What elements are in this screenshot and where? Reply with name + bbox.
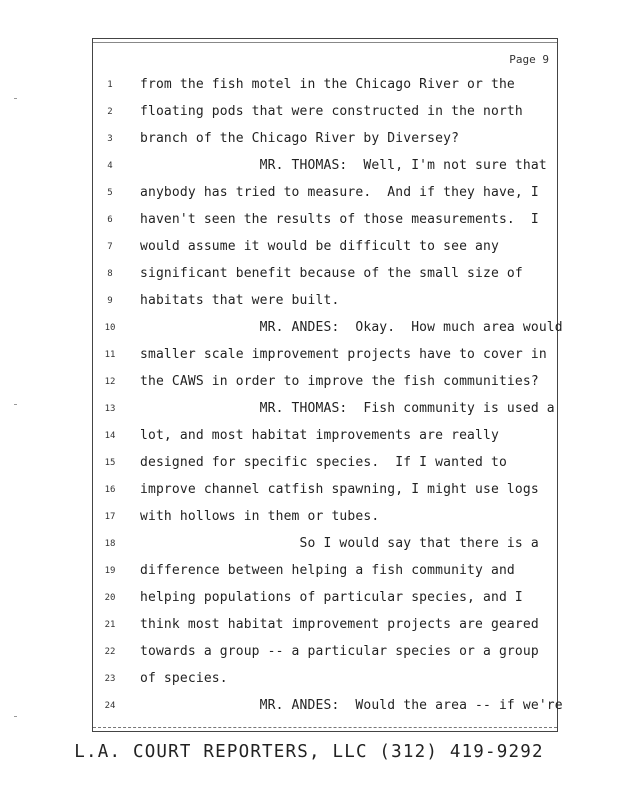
scan-speck xyxy=(14,716,17,717)
line-text: branch of the Chicago River by Diversey? xyxy=(140,131,460,146)
line-number: 6 xyxy=(107,215,113,225)
line-text: MR. ANDES: Okay. How much area would xyxy=(140,320,563,335)
line-text: lot, and most habitat improvements are really xyxy=(140,428,499,443)
transcript-line xyxy=(93,482,553,502)
line-number: 23 xyxy=(104,674,116,684)
line-number: 11 xyxy=(104,350,116,360)
line-text: smaller scale improvement projects have to cover in xyxy=(140,347,547,362)
line-number: 3 xyxy=(107,134,113,144)
top-rule xyxy=(93,42,557,43)
transcript-line xyxy=(93,347,553,367)
line-text: designed for specific species. If I wanted to xyxy=(140,455,507,470)
line-text: think most habitat improvement projects are geared xyxy=(140,617,539,632)
line-number: 9 xyxy=(107,296,113,306)
line-number: 22 xyxy=(104,647,116,657)
line-number: 24 xyxy=(104,701,116,711)
transcript-line xyxy=(93,239,553,259)
transcript-line xyxy=(93,293,553,313)
line-text: the CAWS in order to improve the fish communities? xyxy=(140,374,539,389)
line-number: 7 xyxy=(107,242,113,252)
transcript-line xyxy=(93,671,553,691)
line-text: would assume it would be difficult to see any xyxy=(140,239,499,254)
transcript-line xyxy=(93,401,553,421)
transcript-line xyxy=(93,698,563,718)
line-text: towards a group -- a particular species or a group xyxy=(140,644,539,659)
line-text: MR. ANDES: Would the area -- if we're xyxy=(140,698,563,713)
scan-speck xyxy=(14,98,17,99)
page-number: Page 9 xyxy=(509,53,549,66)
line-number: 18 xyxy=(104,539,116,549)
transcript-page xyxy=(92,38,563,732)
reporter-footer: L.A. COURT REPORTERS, LLC (312) 419-9292 xyxy=(74,742,544,762)
transcript-line xyxy=(93,428,553,448)
line-number: 15 xyxy=(104,458,116,468)
line-text: So I would say that there is a xyxy=(140,536,539,551)
transcript-line xyxy=(93,185,553,205)
scan-speck xyxy=(14,404,17,405)
line-text: anybody has tried to measure. And if they have, I xyxy=(140,185,539,200)
line-number: 5 xyxy=(107,188,113,198)
transcript-line xyxy=(93,104,553,124)
line-text: with hollows in them or tubes. xyxy=(140,509,380,524)
line-text: difference between helping a fish community and xyxy=(140,563,515,578)
line-number: 16 xyxy=(104,485,116,495)
line-number: 2 xyxy=(107,107,113,117)
line-number: 12 xyxy=(104,377,116,387)
line-text: significant benefit because of the small size of xyxy=(140,266,523,281)
line-text: MR. THOMAS: Well, I'm not sure that xyxy=(140,158,547,173)
line-number: 21 xyxy=(104,620,116,630)
line-text: of species. xyxy=(140,671,228,686)
transcript-line xyxy=(93,590,553,610)
line-number: 14 xyxy=(104,431,116,441)
transcript-line xyxy=(93,158,553,178)
line-text: haven't seen the results of those measurements. I xyxy=(140,212,539,227)
line-number: 17 xyxy=(104,512,116,522)
transcript-line xyxy=(93,77,553,97)
line-text: habitats that were built. xyxy=(140,293,340,308)
bottom-rule xyxy=(93,727,557,728)
transcript-line xyxy=(93,212,553,232)
transcript-line xyxy=(93,563,553,583)
line-text: MR. THOMAS: Fish community is used a xyxy=(140,401,555,416)
line-number: 19 xyxy=(104,566,116,576)
transcript-line xyxy=(93,455,553,475)
line-number: 8 xyxy=(107,269,113,279)
transcript-line xyxy=(93,617,553,637)
line-number: 13 xyxy=(104,404,116,414)
line-number: 20 xyxy=(104,593,116,603)
transcript-line xyxy=(93,320,563,340)
line-text: improve channel catfish spawning, I might use logs xyxy=(140,482,539,497)
transcript-line xyxy=(93,374,553,394)
transcript-line xyxy=(93,266,553,286)
transcript-line xyxy=(93,536,553,556)
line-text: from the fish motel in the Chicago River or the xyxy=(140,77,515,92)
transcript-line xyxy=(93,644,553,664)
line-number: 4 xyxy=(107,161,113,171)
transcript-line xyxy=(93,131,553,151)
line-number: 10 xyxy=(104,323,116,333)
line-text: floating pods that were constructed in the north xyxy=(140,104,523,119)
line-number: 1 xyxy=(107,80,113,90)
transcript-line xyxy=(93,509,553,529)
line-text: helping populations of particular species, and I xyxy=(140,590,523,605)
